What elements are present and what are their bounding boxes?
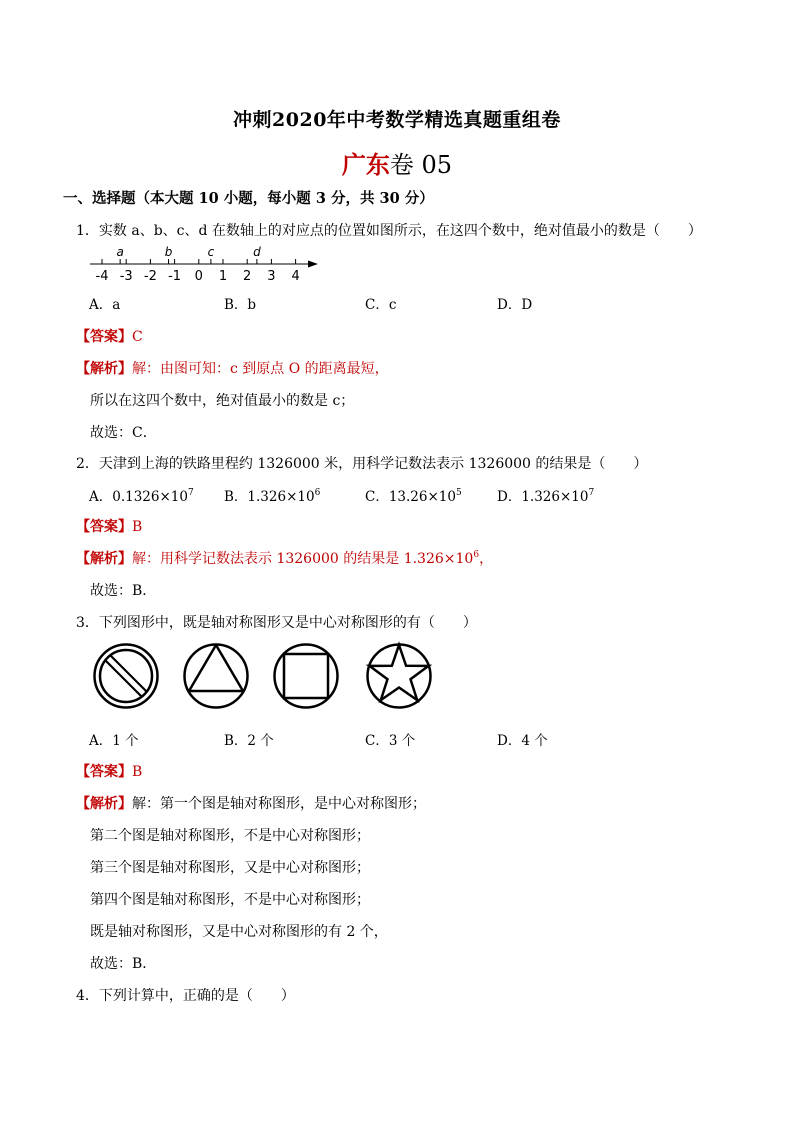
q3-analysis <box>76 793 426 813</box>
q3-answer <box>76 761 142 781</box>
q3-option-c[interactable]: C．3 个 <box>365 733 416 749</box>
analysis-line: 故选：B． <box>90 583 157 599</box>
figure-circle-with-square <box>275 645 338 708</box>
figure-circle-with-triangle <box>185 645 248 708</box>
analysis-tag: 【解析】 <box>76 796 132 812</box>
question-2-stem: 2．天津到上海的铁路里程约 1326000 米，用科学记数法表示 1326000 的结果是（ ） <box>76 456 648 472</box>
number-line-tick-label: 2 <box>243 269 252 284</box>
number-line-tick-label: -2 <box>143 269 157 284</box>
q1-option-c[interactable]: C．c <box>365 297 397 313</box>
analysis-line: 既是轴对称图形，又是中心对称图形的有 2 个， <box>90 924 388 940</box>
answer-value: B <box>132 519 143 535</box>
q3-option-a[interactable]: A．1 个 <box>89 733 139 749</box>
analysis-line: 故选：C． <box>90 425 157 441</box>
analysis-line: 第四个图是轴对称图形，不是中心对称图形； <box>90 892 370 908</box>
question-4-stem: 4．下列计算中，正确的是（ ） <box>76 988 295 1004</box>
number-line-tick-label: 1 <box>218 269 228 284</box>
number-line-arrow-icon <box>308 261 318 268</box>
q1-option-b[interactable]: B．b <box>224 297 257 313</box>
analysis-line: 所以在这四个数中，绝对值最小的数是 c； <box>90 393 355 409</box>
figure-circle-with-star <box>368 645 431 708</box>
section-heading: 一、选择题（本大题 10 小题，每小题 3 分，共 30 分） <box>63 190 434 207</box>
q1-option-a[interactable]: A．a <box>89 297 121 313</box>
q2-option-a[interactable]: A．$0.1326\times 10^7$ <box>89 488 194 505</box>
number-line-tick-label: 0 <box>194 269 203 284</box>
analysis-punct: ， <box>479 551 494 567</box>
analysis-tag: 【解析】 <box>76 361 132 377</box>
question-1-stem: 1．实数 a、b、c、d 在数轴上的对应点的位置如图所示，在这四个数中，绝对值最小的数是（ ） <box>76 223 702 239</box>
q3-option-b[interactable]: B．2 个 <box>224 733 274 749</box>
number-line-tick-label: 4 <box>291 269 300 284</box>
subtitle-volume: 卷 05 <box>389 151 453 179</box>
number-line-tick-label: -3 <box>119 269 133 284</box>
analysis-line: 故选：B． <box>90 956 157 972</box>
answer-tag: 【答案】 <box>76 329 132 345</box>
q2-analysis <box>76 548 493 568</box>
number-line-figure <box>86 242 326 284</box>
analysis-line: 第三个图是轴对称图形，又是中心对称图形； <box>90 860 370 876</box>
analysis-line: 解：第一个图是轴对称图形，是中心对称图形； <box>132 796 426 812</box>
analysis-line: 解：用科学记数法表示 1326000 的结果是 <box>132 551 404 567</box>
number-line-tick-label: -4 <box>95 269 109 284</box>
subtitle-province: 广东 <box>341 150 390 179</box>
q2-option-d[interactable]: D．$1.326\times 10^7$ <box>497 488 595 505</box>
figure-circle-with-band <box>95 645 158 708</box>
number-line-tick-label: -1 <box>168 269 182 284</box>
answer-value: B <box>132 764 143 780</box>
number-line-tick-label: 3 <box>267 269 276 284</box>
analysis-line: 第二个图是轴对称图形，不是中心对称图形； <box>90 828 370 844</box>
number-line-point-label: b <box>164 245 173 259</box>
q3-figures <box>90 641 440 713</box>
number-line-point-label: d <box>253 245 261 259</box>
q2-option-c[interactable]: C．$13.26\times 10^5$ <box>365 488 462 505</box>
analysis-tag: 【解析】 <box>76 551 132 567</box>
question-3-stem: 3．下列图形中，既是轴对称图形又是中心对称图形的有（ ） <box>76 615 477 631</box>
answer-tag: 【答案】 <box>76 519 132 535</box>
q2-answer <box>76 516 142 536</box>
analysis-line: 解：由图可知：c 到原点 O 的距离最短， <box>132 361 389 377</box>
number-line-point-label: a <box>116 245 124 259</box>
q1-answer <box>76 326 143 346</box>
analysis-exponent: 6 <box>473 550 480 560</box>
paper-title: 冲刺2020年中考数学精选真题重组卷 <box>233 109 561 131</box>
q1-analysis <box>76 358 389 378</box>
q3-option-d[interactable]: D．4 个 <box>497 733 548 749</box>
q2-option-b[interactable]: B．$1.326\times 10^6$ <box>224 488 321 505</box>
number-line-point-label: c <box>207 245 215 259</box>
q1-option-d[interactable]: D．D <box>497 297 533 313</box>
answer-value: C <box>132 329 143 345</box>
answer-tag: 【答案】 <box>76 764 132 780</box>
analysis-value: 1.326×10 <box>403 551 474 567</box>
paper-subtitle <box>0 145 794 180</box>
